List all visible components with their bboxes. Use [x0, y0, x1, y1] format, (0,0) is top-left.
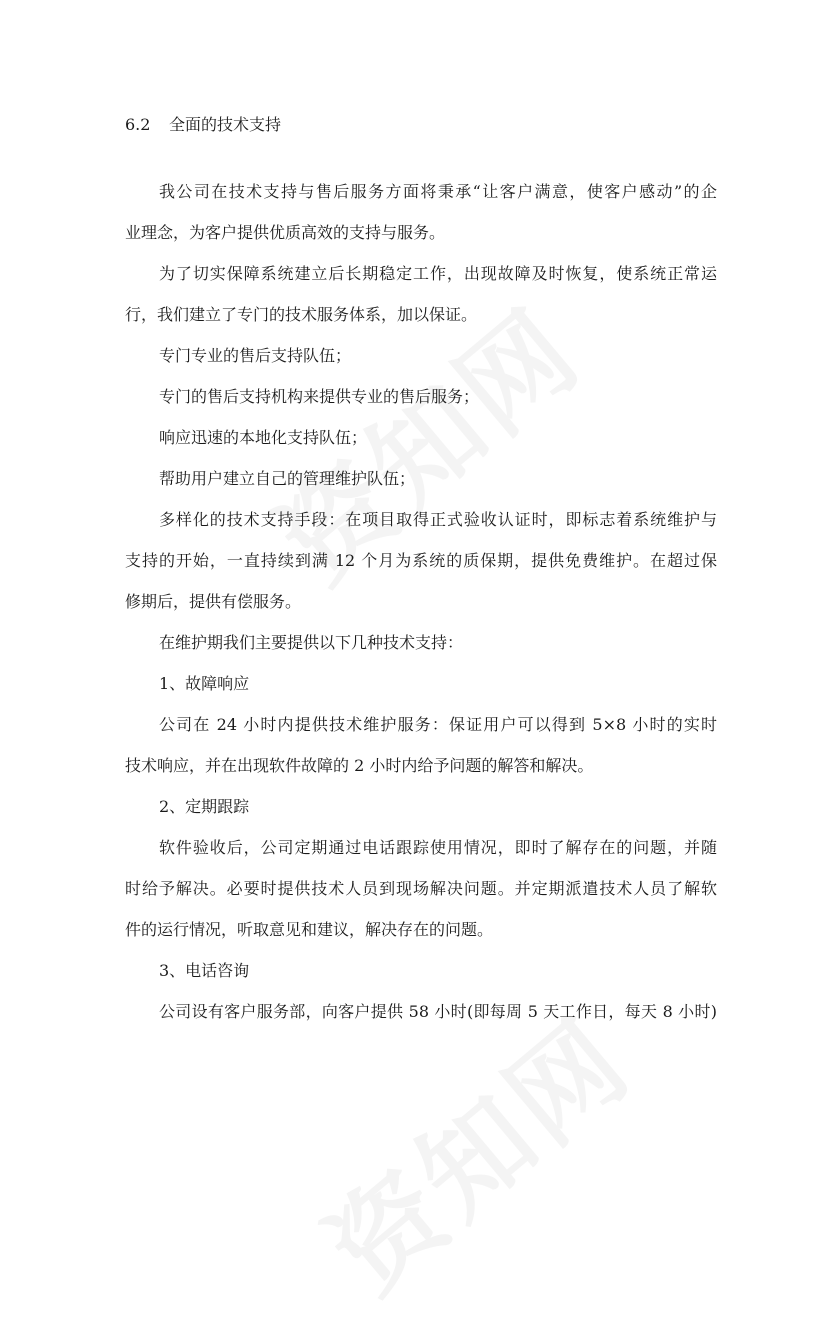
- section-number: 6.2: [125, 115, 151, 134]
- section-heading: [125, 113, 281, 137]
- subheading: [125, 786, 717, 827]
- paragraph-line: 我公司在技术支持与售后服务方面将秉承“让客户满意，使客户感动”的企: [159, 182, 717, 201]
- paragraph-line: 修期后，提供有偿服务。: [125, 592, 302, 611]
- paragraph: [125, 417, 717, 458]
- section-title: 全面的技术支持: [169, 115, 282, 134]
- paragraph: [125, 499, 717, 622]
- subheading-text: 2、定期跟踪: [159, 797, 250, 816]
- subheading: [125, 950, 717, 991]
- paragraph-line: 业理念，为客户提供优质高效的支持与服务。: [125, 223, 446, 242]
- paragraph-line: 时给予解决。必要时提供技术人员到现场解决问题。并定期派遣技术人员了解软: [125, 879, 717, 898]
- subheading: [125, 663, 717, 704]
- paragraph-line: 行，我们建立了专门的技术服务体系，加以保证。: [125, 305, 478, 324]
- paragraph: [125, 335, 717, 376]
- paragraph-line: 专门的售后支持机构来提供专业的售后服务；: [159, 387, 480, 406]
- paragraph: [125, 991, 717, 1032]
- subheading-text: 3、电话咨询: [159, 961, 250, 980]
- paragraph-line: 软件验收后，公司定期通过电话跟踪使用情况，即时了解存在的问题，并随: [159, 838, 717, 857]
- paragraph: [125, 376, 717, 417]
- paragraph-line: 帮助用户建立自己的管理维护队伍；: [159, 469, 416, 488]
- paragraph-line: 在维护期我们主要提供以下几种技术支持：: [159, 633, 464, 652]
- paragraph-line: 为了切实保障系统建立后长期稳定工作，出现故障及时恢复，使系统正常运: [159, 264, 717, 283]
- paragraph-line: 公司在 24 小时内提供技术维护服务：保证用户可以得到 5×8 小时的实时: [159, 715, 717, 734]
- paragraph-line: 多样化的技术支持手段：在项目取得正式验收认证时，即标志着系统维护与: [159, 510, 717, 529]
- paragraph-line: 专门专业的售后支持队伍；: [159, 346, 352, 365]
- paragraph: [125, 622, 717, 663]
- paragraph-line: 支持的开始，一直持续到满 12 个月为系统的质保期，提供免费维护。在超过保: [125, 551, 717, 570]
- paragraph-line: 公司设有客户服务部，向客户提供 58 小时(即每周 5 天工作日，每天 8 小时): [159, 1002, 717, 1021]
- paragraph: [125, 827, 717, 950]
- paragraph: [125, 704, 717, 786]
- paragraph-line: 响应迅速的本地化支持队伍；: [159, 428, 368, 447]
- paragraph: [125, 253, 717, 335]
- paragraph: [125, 458, 717, 499]
- paragraph-line: 件的运行情况，听取意见和建议，解决存在的问题。: [125, 920, 494, 939]
- subheading-text: 1、故障响应: [159, 674, 250, 693]
- paragraph-line: 技术响应，并在出现软件故障的 2 小时内给予问题的解答和解决。: [125, 756, 594, 775]
- paragraph: [125, 171, 717, 253]
